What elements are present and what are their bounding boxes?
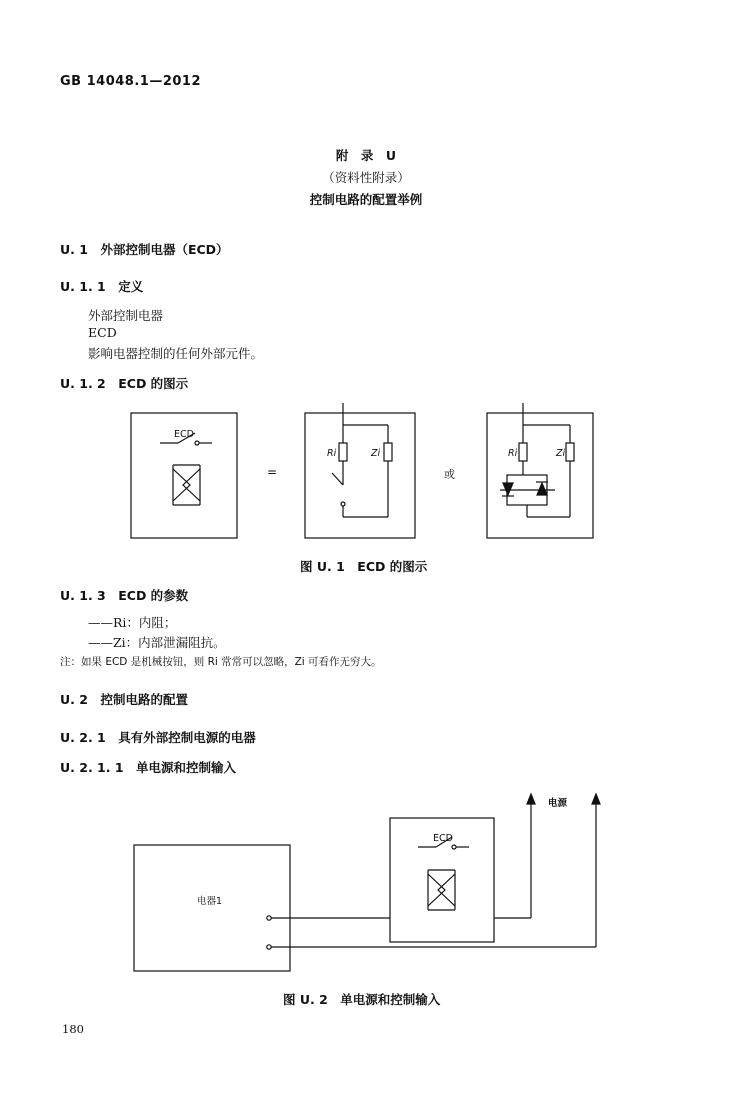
section-u2-heading: U. 2 控制电路的配置: [60, 692, 188, 707]
standard-number: GB 14048.1—2012: [60, 74, 201, 89]
ecd-label: ECD: [174, 429, 194, 440]
ri-label-2: Ri: [508, 448, 518, 459]
annex-title: 控制电路的配置举例: [309, 192, 423, 207]
annex-type: （资料性附录）: [322, 170, 410, 185]
section-u11-heading: U. 1. 1 定义: [60, 279, 144, 294]
definition-text: 影响电器控制的任何外部元件。: [88, 346, 264, 361]
figure-u2-caption: 图 U. 2 单电源和控制输入: [283, 992, 441, 1007]
section-u13-heading: U. 1. 3 ECD 的参数: [60, 588, 189, 603]
device-1-label: 电器1: [197, 896, 223, 907]
ri-label: Ri: [327, 448, 337, 459]
parameter-note: 注：如果 ECD 是机械按钮，则 Ri 常常可以忽略，Zi 可看作无穷大。: [60, 656, 382, 668]
ecd-label-u2: ECD: [433, 833, 453, 844]
section-u12-heading: U. 1. 2 ECD 的图示: [60, 376, 189, 391]
device-1-box: [134, 845, 290, 971]
annex-label: 附 录 U: [335, 148, 397, 163]
section-u21-heading: U. 2. 1 具有外部控制电源的电器: [60, 730, 256, 745]
section-u211-heading: U. 2. 1. 1 单电源和控制输入: [60, 760, 237, 775]
or-label: 或: [444, 468, 455, 481]
definition-term: 外部控制电器: [88, 308, 164, 323]
figure-u1-diagram: [0, 395, 732, 570]
page-number: 180: [62, 1022, 84, 1036]
zi-label-2: Zi: [556, 448, 566, 459]
figure-u1-caption: 图 U. 1 ECD 的图示: [300, 559, 428, 574]
parameter-ri: ——Ri：内阻；: [88, 615, 177, 630]
figure-u2-diagram: [0, 790, 732, 985]
ecd-equivalent-switch-box: [305, 413, 415, 538]
zi-label: Zi: [371, 448, 381, 459]
parameter-zi: ——Zi：内部泄漏阻抗。: [88, 635, 226, 650]
definition-abbrev: ECD: [88, 325, 117, 340]
power-label: 电源: [548, 798, 568, 809]
equals-sign: =: [267, 465, 278, 479]
section-u1-heading: U. 1 外部控制电器（ECD）: [60, 242, 229, 257]
